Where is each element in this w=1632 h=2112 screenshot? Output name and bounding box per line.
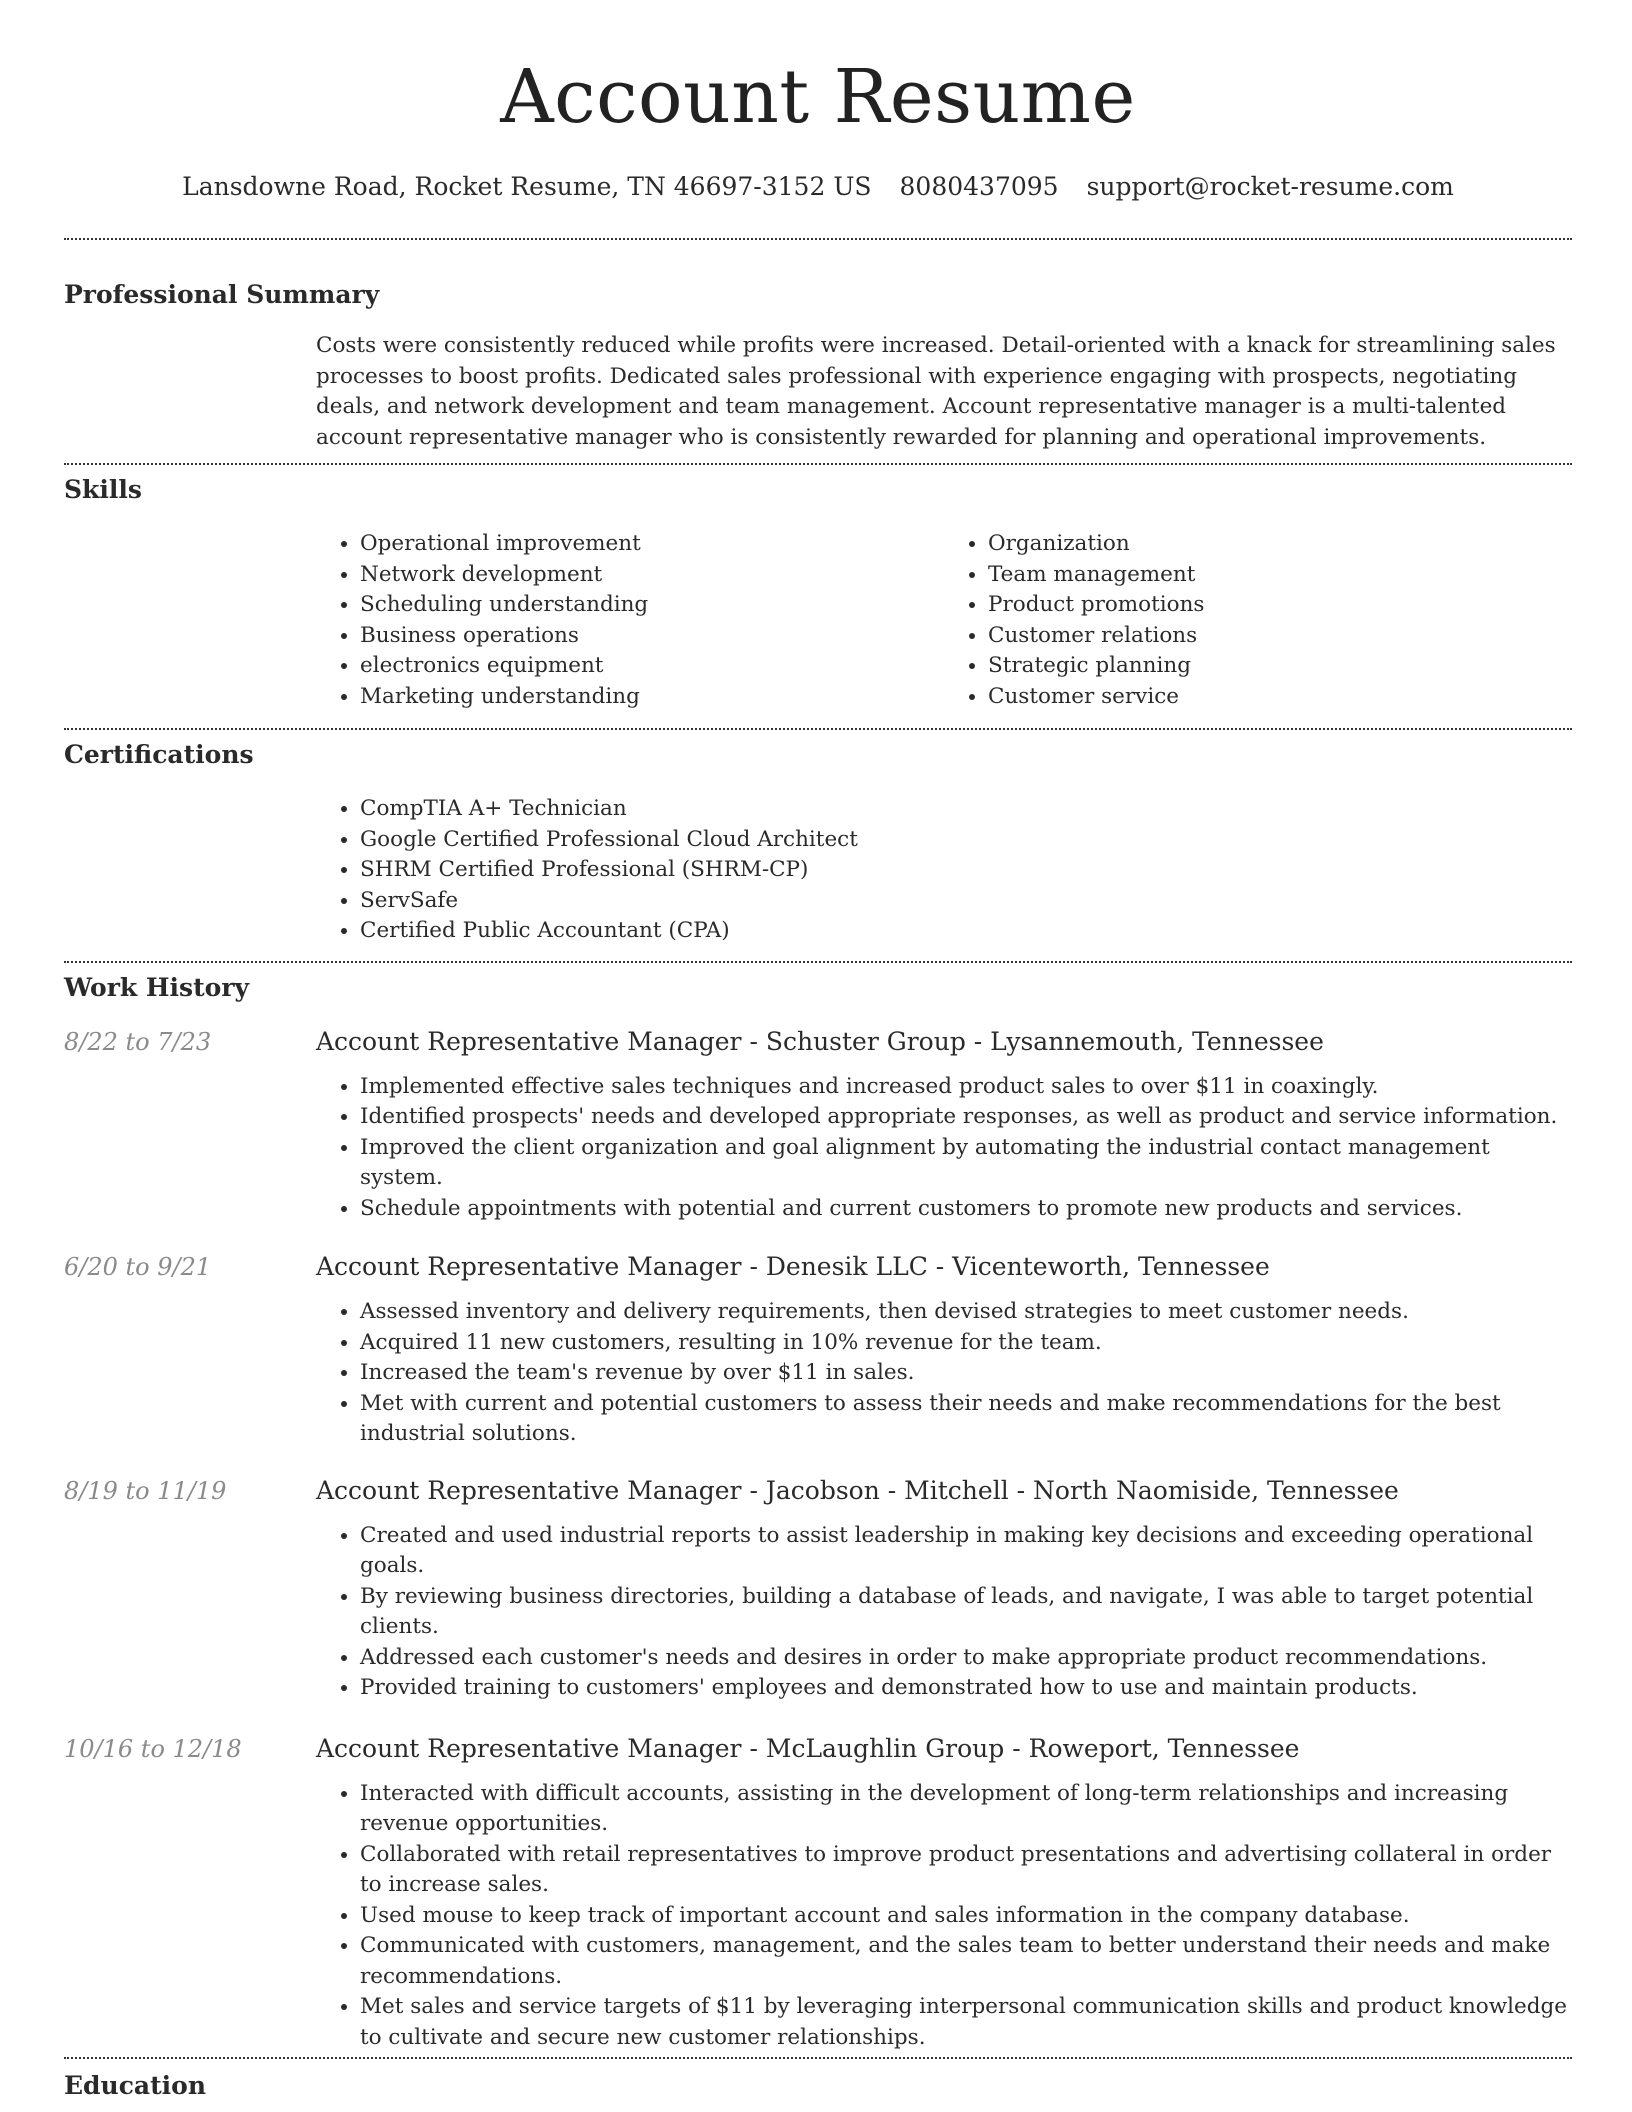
skill-item: • Product promotions: [988, 590, 1572, 621]
section-title-skills: Skills: [64, 475, 142, 504]
skills-section: [64, 475, 1572, 712]
job-dates: 6/20 to 9/21: [64, 1253, 212, 1281]
job-entry: [64, 1732, 1572, 2054]
job-bullets: [316, 1779, 1572, 2054]
skill-item: • Operational improvement: [360, 529, 944, 560]
job-bullet: • Increased the team's revenue by over $11 in sales.: [360, 1358, 1572, 1389]
jobs-list: [64, 1025, 1572, 2054]
job-bullet: • Provided training to customers' employees and demonstrated how to use and maintain products.: [360, 1673, 1572, 1704]
skill-item: • Organization: [988, 529, 1572, 560]
contact-line: [64, 172, 1572, 202]
job-bullet: • Interacted with difficult accounts, assisting in the development of long-term relationships and increasing revenue opportunities.: [360, 1779, 1572, 1840]
skill-item: • Marketing understanding: [360, 682, 944, 713]
summary-section: [64, 280, 1572, 453]
skills-list-right: [944, 529, 1572, 712]
certification-item: • CompTIA A+ Technician: [360, 794, 1572, 825]
job-bullets: [316, 1521, 1572, 1704]
section-title-work-history: Work History: [64, 972, 250, 1002]
job-bullet: • Identified prospects' needs and developed appropriate responses, as well as product and service information.: [360, 1102, 1572, 1133]
job-bullet: • Met with current and potential customers to assess their needs and make recommendations for the best industrial solutions.: [360, 1389, 1572, 1450]
job-bullet: • Used mouse to keep track of important account and sales information in the company database.: [360, 1901, 1572, 1932]
job-bullet: • Improved the client organization and goal alignment by automating the industrial contact management system.: [360, 1133, 1572, 1194]
job-bullet: • Addressed each customer's needs and desires in order to make appropriate product recommendations.: [360, 1643, 1572, 1674]
certifications-body: [316, 794, 1572, 947]
divider: [64, 2057, 1572, 2059]
certification-item: • Certified Public Accountant (CPA): [360, 916, 1572, 947]
skill-item: • Team management: [988, 560, 1572, 591]
contact-address: Lansdowne Road, Rocket Resume, TN 46697-3152 US: [182, 172, 872, 201]
job-title: Account Representative Manager - Schuster Group - Lysannemouth, Tennessee: [316, 1026, 1324, 1056]
skill-item: • Strategic planning: [988, 651, 1572, 682]
job-bullet: • By reviewing business directories, building a database of leads, and navigate, I was able to target potential clients.: [360, 1582, 1572, 1643]
section-title-certifications: Certifications: [64, 740, 254, 769]
skill-item: • Network development: [360, 560, 944, 591]
job-dates: 8/22 to 7/23: [64, 1027, 212, 1056]
summary-text: Costs were consistently reduced while profits were increased. Detail-oriented with a knack for streamlining sales processes to boost profits. Dedicated sales professional with experience engaging with prospects, negotiating deals, and network development and team management. Account representative manager is a multi-talented account representative manager who is consistently rewarded for planning and operational improvements.: [316, 333, 1556, 450]
certifications-list: [316, 794, 1572, 947]
divider: [64, 463, 1572, 465]
skills-grid: [316, 529, 1572, 712]
resume-name: Account Resume: [500, 54, 1136, 140]
certification-item: • ServSafe: [360, 886, 1572, 917]
job-entry: [64, 1250, 1572, 1450]
job-bullet: • Acquired 11 new customers, resulting in 10% revenue for the team.: [360, 1328, 1572, 1359]
job-bullet: • Collaborated with retail representatives to improve product presentations and advertising collateral in order to increase sales.: [360, 1840, 1572, 1901]
job-bullet: • Created and used industrial reports to assist leadership in making key decisions and exceeding operational goals.: [360, 1521, 1572, 1582]
job-bullet: • Assessed inventory and delivery requirements, then devised strategies to meet customer needs.: [360, 1297, 1572, 1328]
job-bullet: • Met sales and service targets of $11 by leveraging interpersonal communication skills and product knowledge to cultivate and secure new customer relationships.: [360, 1992, 1572, 2053]
skills-list-left: [316, 529, 944, 712]
skill-item: • Business operations: [360, 621, 944, 652]
job-dates: 10/16 to 12/18: [64, 1734, 242, 1763]
contact-phone: 8080437095: [899, 172, 1059, 201]
section-title-summary: Professional Summary: [64, 280, 380, 309]
education-section: [64, 2071, 1572, 2101]
job-entry: [64, 1025, 1572, 1225]
section-title-education: Education: [64, 2071, 207, 2100]
divider: [64, 238, 1572, 240]
work-history-section: [64, 973, 1572, 2054]
job-bullet: • Schedule appointments with potential and current customers to promote new products and services.: [360, 1194, 1572, 1225]
job-bullet: • Implemented effective sales techniques and increased product sales to over $11 in coaxingly.: [360, 1072, 1572, 1103]
job-title: Account Representative Manager - McLaughlin Group - Roweport, Tennessee: [316, 1733, 1300, 1763]
skill-item: • electronics equipment: [360, 651, 944, 682]
job-dates: 8/19 to 11/19: [64, 1476, 227, 1505]
skill-item: • Customer service: [988, 682, 1572, 713]
contact-email[interactable]: support@rocket-resume.com: [1086, 172, 1454, 201]
job-title: Account Representative Manager - Jacobson - Mitchell - North Naomiside, Tennessee: [316, 1475, 1399, 1505]
divider: [64, 961, 1572, 963]
certification-item: • SHRM Certified Professional (SHRM-CP): [360, 855, 1572, 886]
job-title: Account Representative Manager - Denesik LLC - Vicenteworth, Tennessee: [316, 1252, 1270, 1281]
divider: [64, 728, 1572, 730]
skill-item: • Customer relations: [988, 621, 1572, 652]
certifications-section: [64, 740, 1572, 947]
job-bullets: [316, 1072, 1572, 1225]
job-bullets: [316, 1297, 1572, 1450]
certification-item: • Google Certified Professional Cloud Architect: [360, 825, 1572, 856]
job-bullet: • Communicated with customers, management, and the sales team to better understand their needs and make recommendations.: [360, 1931, 1572, 1992]
skill-item: • Scheduling understanding: [360, 590, 944, 621]
job-entry: [64, 1474, 1572, 1704]
resume-page: [64, 0, 1572, 2101]
